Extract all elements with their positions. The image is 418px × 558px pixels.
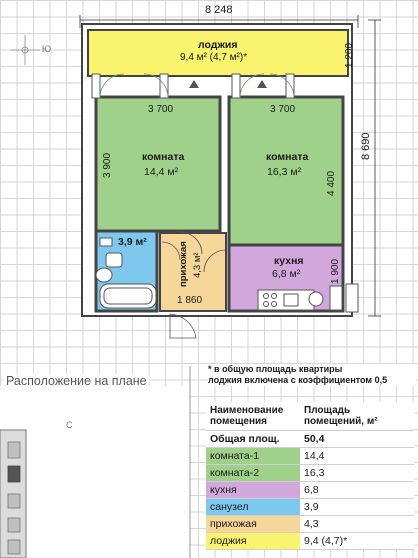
note-line-1: в общую площадь квартиры	[214, 364, 343, 374]
table-row	[206, 533, 414, 550]
room-right-width-label: 3 700	[270, 104, 296, 115]
room-2-area: 16,3 м²	[267, 166, 302, 178]
loggia-depth-label: 1 200	[344, 42, 355, 68]
table-row	[206, 516, 414, 533]
hall-width-label: 1 860	[177, 295, 203, 306]
total-height-label: 8 690	[360, 132, 372, 160]
table-row	[206, 465, 414, 482]
table-cell-value: 4,3	[300, 516, 414, 533]
table-cell-value: 16,3	[300, 465, 414, 482]
table-cell-value: 6,8	[300, 482, 414, 499]
table-cell-value: 9,4 (4,7)*	[300, 533, 414, 550]
compass-label-south: С	[66, 420, 73, 430]
kitchen-depth-label: 1 900	[330, 258, 341, 284]
table-cell-value: 50,4	[300, 431, 414, 448]
table-row	[206, 482, 414, 499]
total-width-label: 8 248	[205, 4, 233, 16]
table-row	[206, 448, 414, 465]
table-header-area: Площадь помещений, м²	[300, 402, 414, 431]
room-1-area: 14,4 м²	[144, 166, 179, 178]
room-right-depth-label: 4 400	[326, 170, 337, 196]
table-body	[206, 431, 414, 550]
table-cell-name: прихожая	[206, 516, 300, 533]
location-plan-schematic	[0, 366, 190, 558]
room-1-name: комната	[142, 151, 185, 163]
location-plan-title: Расположение на плане	[6, 374, 147, 388]
room-1-area	[96, 97, 220, 231]
table-cell-name: комната-2	[206, 465, 300, 482]
table-cell-name: комната-1	[206, 448, 300, 465]
table-cell-value: 3,9	[300, 499, 414, 516]
loggia-area: 9,4 м² (4,7 м²)*	[180, 52, 248, 63]
table-row	[206, 499, 414, 516]
table-header-row	[206, 402, 414, 431]
table-cell-name: кухня	[206, 482, 300, 499]
table-cell-value: 14,4	[300, 448, 414, 465]
loggia-note	[208, 364, 416, 386]
loggia-name: лоджия	[198, 39, 238, 51]
compass-icon	[10, 35, 82, 420]
room-left-depth-label: 3 900	[102, 152, 113, 178]
note-line-2: лоджия включена с коэффициентом 0,5	[208, 375, 388, 385]
table-header-name: Наименование помещения	[206, 402, 300, 431]
bathroom-area: 3,9 м²	[118, 236, 147, 248]
hall-name: прихожая	[178, 241, 189, 287]
table-cell-name: санузел	[206, 499, 300, 516]
compass-label-east: Ю	[42, 44, 52, 54]
hall-area: 4,3 м²	[192, 252, 203, 278]
note-star: *	[208, 364, 212, 374]
table-row	[206, 431, 414, 448]
kitchen-area: 6,8 м²	[272, 268, 301, 280]
kitchen-name: кухня	[274, 255, 304, 267]
room-2-name: комната	[266, 151, 309, 163]
room-left-width-label: 3 700	[148, 104, 174, 115]
area-table	[206, 402, 414, 550]
table-cell-name: лоджия	[206, 533, 300, 550]
table-cell-name: Общая площ.	[206, 431, 300, 448]
